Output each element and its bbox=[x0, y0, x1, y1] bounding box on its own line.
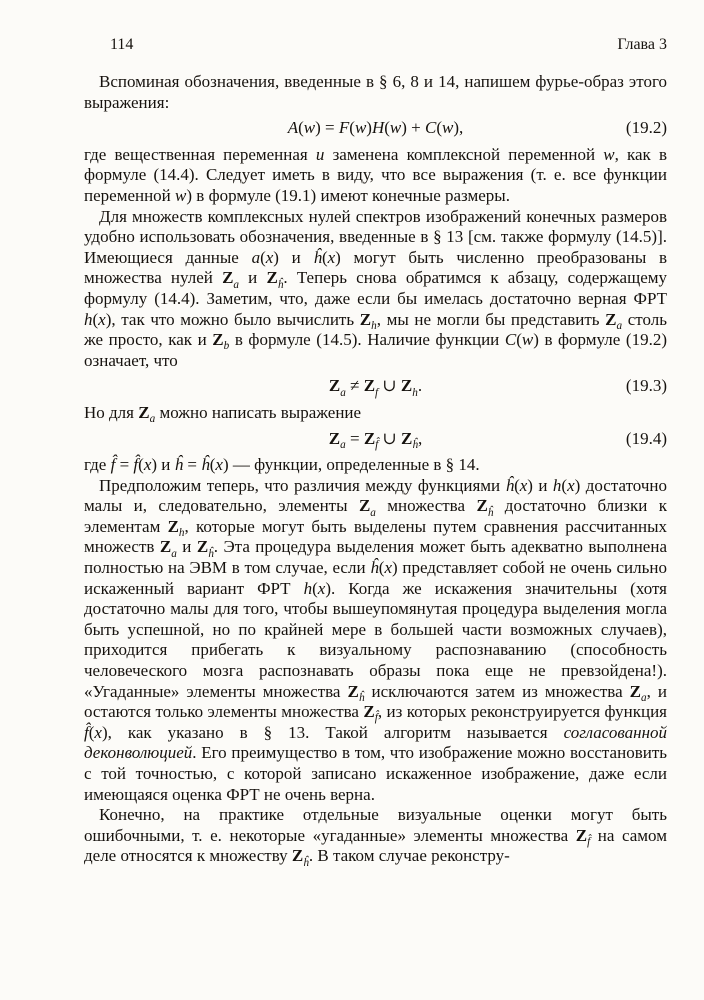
paragraph: Предположим теперь, что различия между функциями ĥ(x) и h(x) достаточно малы и, следовательно, элементы $Z_a$ множества $Z_ĥ$ достаточно близки к элементам $Z_h$, которые могут быть выделены путем сравнения рассчитанных множеств $Z_a$ и $Z_ĥ$. Эта процедура выделения может быть адекватно выполнена полностью на ЭВМ в том случае, если ĥ(x) представляет собой не очень сильно искаженный вариант ФРТ h(x). Когда же искажения значительны (хотя достаточно малы для того, чтобы вышеупомянутая процедура выделения могла быть успешной, но по крайней мере в большей части возможных случаев), приходится прибегать к визуальному распознаванию (способность человеческого мозга распознавать образы пока еще не превзойдена!). «Угаданные» элементы множества $Z_ĥ$ исключаются затем из множества $Z_a$, и остаются только элементы множества $Z_{f̂}$, из которых реконструируется функция f̂(x), как указано в § 13. Такой алгоритм называется согласованной деконволюцией. Его преимущество в том, что изображение можно восстановить с той точностью, с которой записано искаженное изображение, даже если имеющаяся оценка ФРТ не очень верна. bbox=[84, 475, 668, 804]
page-header bbox=[84, 36, 667, 54]
paragraph: где вещественная переменная u заменена комплексной переменной w, как в формуле (14.4). Следует иметь в виду, что все выражения (т. е. все функции переменной w) в формуле (19.1) имеют конечные размеры. bbox=[84, 144, 667, 205]
page-body bbox=[84, 72, 667, 867]
equation-number: (19.4) bbox=[625, 428, 667, 448]
paragraph: Вспоминая обозначения, введенные в § 6, 8 и 14, напишем фурье-образ этого выражения: bbox=[84, 72, 667, 112]
paragraph: Но для $Z_a$ можно написать выражение bbox=[84, 402, 362, 426]
equation-number: (19.2) bbox=[625, 118, 667, 138]
paragraph: где f̂ = f̂(x) и ĥ = ĥ(x) — функции, определенные в § 14. bbox=[84, 455, 480, 475]
equation bbox=[84, 113, 667, 145]
paragraph: Конечно, на практике отдельные визуальные оценки могут быть ошибочными, т. е. некоторые «угаданные» элементы множества $Z_{f̂}$ на самом деле относятся к множеству $Z_ĥ$. В таком случае реконстру- bbox=[84, 805, 667, 869]
page-number: 114 bbox=[110, 36, 134, 53]
chapter-title: Глава 3 bbox=[617, 36, 667, 53]
equation-number: (19.3) bbox=[625, 376, 667, 396]
equation-body: $Z_a \ne Z_f$ ∪ $Z_h$. bbox=[328, 376, 423, 399]
equation-body: $Z_a = Z_{f̂}$ ∪ $Z_ĥ$, bbox=[328, 428, 423, 451]
equation-body: A(w) = F(w)H(w) + C(w), bbox=[287, 118, 464, 138]
equation bbox=[84, 424, 667, 456]
paragraph: Для множеств комплексных нулей спектров изображений конечных размеров удобно использовать обозначения, введенные в § 13 [см. также формулу (14.5)]. Имеющиеся данные a(x) и ĥ(x) могут быть численно преобразованы в множества нулей $Z_a$ и $Z_ĥ$. Теперь снова обратимся к абзацу, содержащему формулу (14.4). Заметим, что, даже если бы имелась достаточно верная ФРТ h(x), так что можно было вычислить $Z_h$, мы не могли бы представить $Z_a$ столь же просто, как и $Z_b$ в формуле (14.5). Наличие функции C(w) в формуле (19.2) означает, что bbox=[84, 206, 668, 370]
equation bbox=[84, 371, 667, 403]
